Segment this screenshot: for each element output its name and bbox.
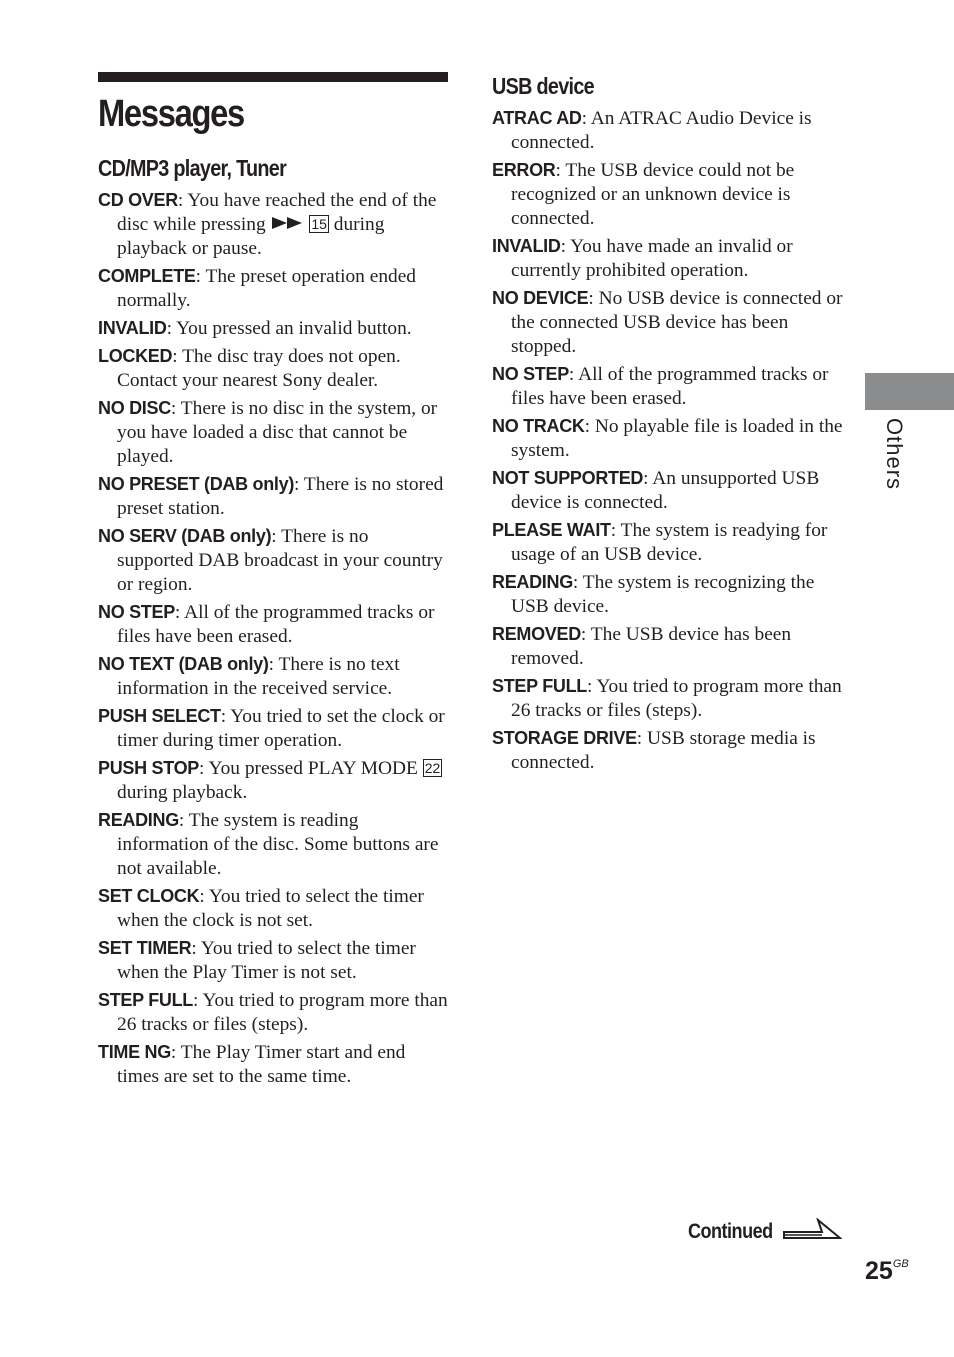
cd-tuner-section — [98, 154, 448, 1089]
message-description: : The USB device has been removed. — [511, 624, 792, 669]
message-description: : There is no text information in the received service. — [117, 654, 400, 699]
message-entry — [492, 726, 844, 775]
message-term: READING — [492, 572, 573, 592]
message-term: COMPLETE — [98, 266, 196, 286]
message-term: NO DEVICE — [492, 288, 589, 308]
message-entry — [492, 466, 844, 515]
message-entry — [98, 1040, 448, 1089]
message-term: CD OVER — [98, 190, 178, 210]
message-description: : USB storage media is connected. — [511, 728, 816, 773]
message-term: STEP FULL — [492, 676, 587, 696]
message-entry — [492, 622, 844, 671]
message-description: : The disc tray does not open. Contact your nearest Sony dealer. — [117, 346, 401, 391]
message-entry — [492, 674, 844, 723]
message-description-cont: during playback. — [117, 782, 248, 803]
message-entry — [98, 704, 448, 753]
message-term: PUSH SELECT — [98, 706, 221, 726]
message-description: : The preset operation ended normally. — [117, 266, 417, 311]
page-title: Messages — [98, 93, 244, 135]
message-description: : You have reached the end of the disc while pressing — [117, 190, 437, 235]
message-entry — [98, 600, 448, 649]
message-term: INVALID — [492, 236, 561, 256]
message-description: : No playable file is loaded in the system. — [511, 416, 843, 461]
message-description: : There is no stored preset station. — [117, 474, 444, 519]
message-entry — [98, 756, 448, 805]
message-entry — [98, 988, 448, 1037]
message-description: : You pressed an invalid button. — [166, 318, 412, 339]
message-description: : An unsupported USB device is connected. — [511, 468, 820, 513]
button-number-badge: 22 — [424, 760, 441, 776]
message-term: NO SERV (DAB only) — [98, 526, 272, 546]
message-entry — [98, 264, 448, 313]
message-description: : The system is recognizing the USB device. — [511, 572, 815, 617]
message-term: READING — [98, 810, 179, 830]
message-list-usb — [492, 106, 844, 775]
message-term: NO PRESET (DAB only) — [98, 474, 295, 494]
continued-label: Continued — [688, 1220, 773, 1243]
message-description: : All of the programmed tracks or files have been erased. — [117, 602, 435, 647]
message-entry — [492, 414, 844, 463]
message-entry — [492, 362, 844, 411]
message-description: : There is no disc in the system, or you have loaded a disc that cannot be played. — [117, 398, 438, 467]
message-entry — [98, 884, 448, 933]
message-description: : The system is reading information of the disc. Some buttons are not available. — [117, 810, 439, 879]
message-description: : An ATRAC Audio Device is connected. — [511, 108, 812, 153]
message-term: SET TIMER — [98, 938, 192, 958]
message-entry — [492, 234, 844, 283]
message-description: : You tried to set the clock or timer during timer operation. — [117, 706, 445, 751]
message-term: TIME NG — [98, 1042, 171, 1062]
page-number-value: 25 — [865, 1257, 893, 1285]
message-description: : No USB device is connected or the connected USB device has been stopped. — [511, 288, 843, 357]
message-description: : All of the programmed tracks or files have been erased. — [511, 364, 829, 409]
title-rule — [98, 72, 448, 82]
message-entry — [98, 188, 448, 261]
message-description: : The Play Timer start and end times are set to the same time. — [117, 1042, 406, 1087]
section-heading-usb: USB device — [492, 73, 594, 99]
message-term: PUSH STOP — [98, 758, 199, 778]
message-description: : You pressed PLAY MODE — [199, 758, 423, 779]
side-tab-marker — [865, 373, 954, 410]
message-entry — [492, 106, 844, 155]
message-entry — [98, 344, 448, 393]
page-number — [865, 1248, 909, 1287]
message-term: INVALID — [98, 318, 167, 338]
message-entry — [492, 286, 844, 359]
message-entry — [98, 524, 448, 597]
message-description: : You have made an invalid or currently prohibited operation. — [511, 236, 793, 281]
message-term: ATRAC AD — [492, 108, 582, 128]
message-entry — [98, 316, 448, 341]
message-description: : There is no supported DAB broadcast in your country or region. — [117, 526, 443, 595]
message-entry — [98, 396, 448, 469]
message-term: NO TEXT (DAB only) — [98, 654, 269, 674]
message-list-cd-tuner — [98, 188, 448, 1089]
message-term: SET CLOCK — [98, 886, 200, 906]
message-term: REMOVED — [492, 624, 581, 644]
message-description: : The system is readying for usage of an USB device. — [511, 520, 828, 565]
message-entry — [98, 472, 448, 521]
page-number-suffix: GB — [892, 1258, 909, 1270]
section-heading-cd-tuner: CD/MP3 player, Tuner — [98, 155, 287, 181]
message-description: : You tried to select the timer when the Play Timer is not set. — [117, 938, 416, 983]
message-description: : The USB device could not be recognized or an unknown device is connected. — [511, 160, 795, 229]
side-tab-label: Others — [882, 418, 907, 491]
message-term: NO STEP — [98, 602, 175, 622]
button-number-badge: 15 — [311, 216, 327, 232]
message-entry — [98, 652, 448, 701]
message-term: ERROR — [492, 160, 556, 180]
message-entry — [492, 158, 844, 231]
message-description-cont: during playback or pause. — [117, 214, 385, 259]
message-entry — [98, 808, 448, 881]
message-term: NO STEP — [492, 364, 569, 384]
message-term: STEP FULL — [98, 990, 193, 1010]
fast-forward-icon — [271, 216, 305, 230]
message-term: NO DISC — [98, 398, 171, 418]
message-description: : You tried to program more than 26 tracks or files (steps). — [117, 990, 448, 1035]
message-term: NOT SUPPORTED — [492, 468, 644, 488]
message-term: PLEASE WAIT — [492, 520, 611, 540]
message-term: LOCKED — [98, 346, 173, 366]
message-term: NO TRACK — [492, 416, 585, 436]
message-entry — [492, 518, 844, 567]
continued-arrow-icon — [782, 1218, 842, 1242]
message-term: STORAGE DRIVE — [492, 728, 637, 748]
message-description: : You tried to program more than 26 tracks or files (steps). — [511, 676, 842, 721]
usb-section — [492, 72, 844, 775]
message-entry — [492, 570, 844, 619]
message-description: : You tried to select the timer when the clock is not set. — [117, 886, 424, 931]
message-entry — [98, 936, 448, 985]
